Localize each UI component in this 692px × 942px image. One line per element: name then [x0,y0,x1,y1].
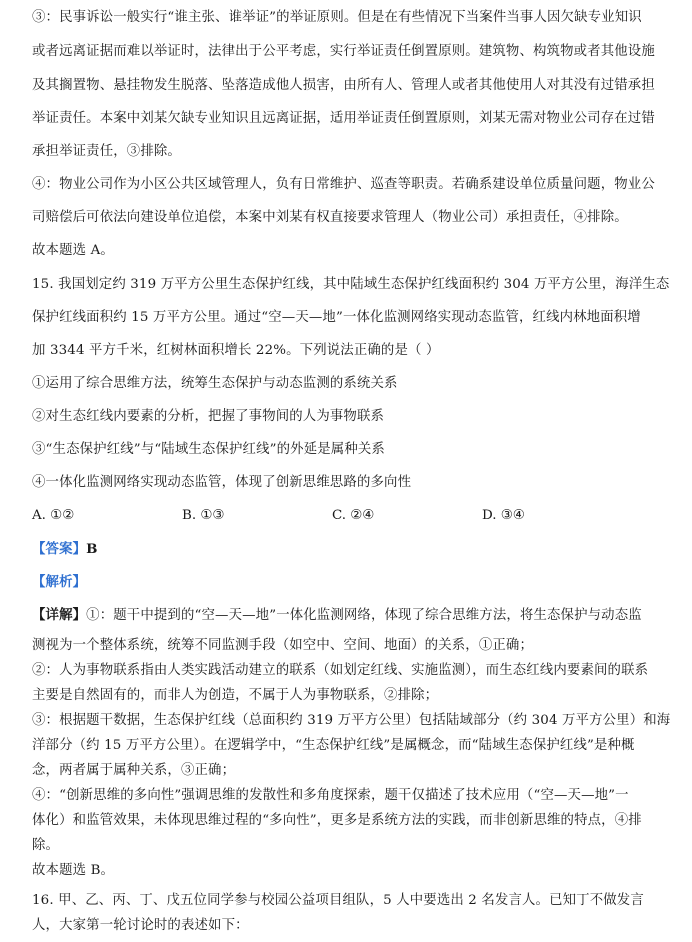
question-15-line: 加 3344 平方千米，红树林面积增长 22%。下列说法正确的是（ ） [32,343,440,358]
text-line: 体化）和监管效果，未体现思维过程的“多向性”，更多是系统方法的实践，而非创新思维的特点，④排 [32,813,642,828]
text-line: 测视为一个整体系统，统筹不同监测手段（如空中、空间、地面）的关系，①正确； [32,638,534,653]
text-line: 除。 [32,838,60,853]
text-line: 及其搁置物、悬挂物发生脱落、坠落造成他人损害，由所有人、管理人或者其他使用人对其没有过错承担 [32,78,655,93]
option-b: B. ①③ [182,508,225,523]
question-16-line: 人，大家第一轮讨论时的表述如下： [32,918,249,933]
text-line: ③：根据题干数据，生态保护红线（总面积约 319 万平方公里）包括陆域部分（约 304 万平方公里）和海 [32,713,671,728]
text-line: ②：人为事物联系指由人类实践活动建立的联系（如划定红线、实施监测），而生态红线内要素间的联系 [32,663,649,678]
statement-4: ④一体化监测网络实现动态监管，体现了创新思维思路的多向性 [32,475,412,490]
analysis-tag: 【解析】 [32,574,87,590]
text-line: 故本题选 B。 [32,863,115,878]
detail-line [32,605,662,626]
statement-1: ①运用了综合思维方法，统筹生态保护与动态监测的系统关系 [32,376,398,391]
question-16-line: 16. 甲、乙、丙、丁、戊五位同学参与校园公益项目组队，5 人中要选出 2 名发言人。已知丁不做发言 [32,893,644,908]
option-a: A. ①② [32,508,75,523]
question-15-line: 15. 我国划定约 319 万平方公里生态保护红线，其中陆域生态保护红线面积约 304 万平方公里，海洋生态 [32,277,670,292]
statement-3: ③“生态保护红线”与“陆域生态保护红线”的外延是属种关系 [32,442,385,457]
answer-tag: 【答案】 [32,541,87,557]
question-15-line: 保护红线面积约 15 万平方公里。通过“空—天—地”一体化监测网络实现动态监管，红线内林地面积增 [32,310,641,325]
statement-2: ②对生态红线内要素的分析，把握了事物间的人为事物联系 [32,409,385,424]
text-line: 念，两者属于属种关系，③正确； [32,763,236,778]
detail-text: ①：题干中提到的“空—天—地”一体化监测网络，体现了综合思维方法，将生态保护与动态监 [86,608,642,623]
text-line: ③：民事诉讼一般实行“谁主张、谁举证”的举证原则。但是在有些情况下当案件当事人因欠缺专业知识 [32,10,642,25]
text-line: 举证责任。本案中刘某欠缺专业知识且远离证据，适用举证责任倒置原则，刘某无需对物业公司存在过错 [32,111,655,126]
text-line: 司赔偿后可依法向建设单位追偿，本案中刘某有权直接要求管理人（物业公司）承担责任，④排除。 [32,210,628,225]
answer-value: B [86,541,98,557]
text-line: ④：物业公司作为小区公共区域管理人，负有日常维护、巡查等职责。若确系建设单位质量问题，物业公 [32,177,655,192]
text-line: 承担举证责任，③排除。 [32,144,181,159]
option-d: D. ③④ [482,508,525,523]
text-line: 故本题选 A。 [32,243,114,258]
answer-line [32,539,662,560]
text-line: 或者远离证据而难以举证时，法律出于公平考虑，实行举证责任倒置原则。建筑物、构筑物或者其他设施 [32,44,655,59]
text-line: ④：“创新思维的多向性”强调思维的发散性和多角度探索，题干仅描述了技术应用（“空—天—地”一 [32,788,629,803]
analysis-line [32,572,662,593]
option-c: C. ②④ [332,508,375,523]
text-line: 洋部分（约 15 万平方公里）。在逻辑学中，“生态保护红线”是属概念，而“陆域生态保护红线”是种概 [32,738,635,753]
detail-tag: 【详解】 [32,607,87,623]
text-line: 主要是自然固有的，而非人为创造，不属于人为事物联系，②排除； [32,688,439,703]
